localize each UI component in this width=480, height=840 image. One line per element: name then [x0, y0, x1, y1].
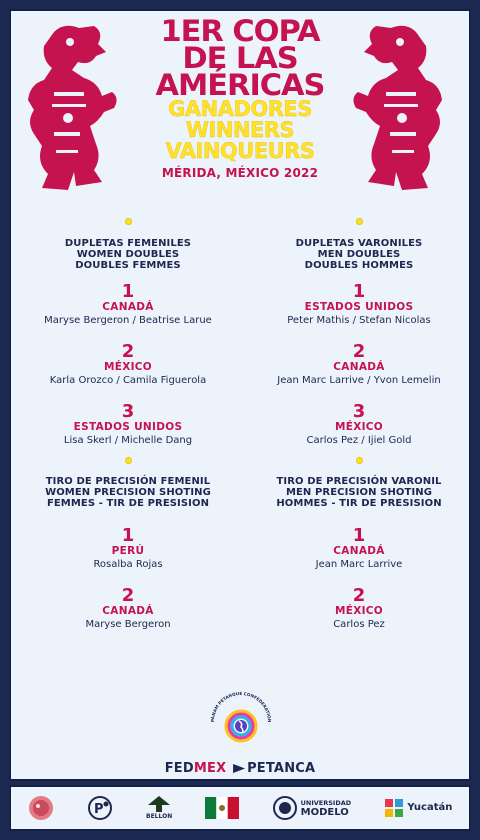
event-place: MÉRIDA, MÉXICO 2022	[161, 166, 319, 180]
sponsor-name: UNIVERSIDAD	[300, 798, 352, 807]
section-men-precision	[244, 457, 474, 631]
confederation-text: PANAM PETANQUE CONFEDERATION	[209, 690, 273, 723]
category-title: HOMMES - TIR DE PRESISION	[276, 498, 442, 509]
player-names: Jean Marc Larrive	[315, 559, 403, 570]
title-line: 1ER COPA	[160, 14, 320, 48]
sponsor-bar	[9, 785, 471, 831]
mexico-flag-icon	[205, 797, 239, 819]
winners-line: GANADORES	[168, 97, 312, 121]
country-name: PERÚ	[111, 545, 145, 557]
section-women-doubles	[13, 218, 243, 447]
country-name: MÉXICO	[103, 361, 153, 373]
player-names: Peter Mathis / Stefan Nicolas	[287, 315, 431, 326]
rank-number: 1	[352, 525, 366, 546]
player-names: Lisa Skerl / Michelle Dang	[63, 435, 193, 446]
yucatan-emblem-icon	[384, 798, 404, 818]
category-title: FEMMES - TIR DE PRESISION	[46, 498, 210, 509]
bullet-dot	[356, 457, 363, 464]
svg-text:P: P	[93, 802, 104, 817]
country-name: ESTADOS UNIDOS	[73, 421, 183, 433]
federation-text: MEX	[193, 761, 227, 776]
arrow-icon	[233, 764, 245, 773]
country-name: ESTADOS UNIDOS	[304, 301, 414, 313]
category-title: MEN DOUBLES	[317, 249, 401, 260]
category-title: WOMEN DOUBLES	[76, 249, 180, 260]
country-name: MÉXICO	[334, 605, 384, 617]
bullet-dot	[125, 457, 132, 464]
rank-number: 2	[121, 585, 135, 606]
country-name: CANADÁ	[333, 545, 385, 557]
category-title: MEN PRECISION SHOTING	[285, 487, 433, 498]
country-name: CANADÁ	[102, 605, 154, 617]
petanque-club-icon	[87, 795, 113, 821]
winners-line: WINNERS	[185, 118, 295, 142]
boar-emblem-icon	[28, 795, 54, 821]
sponsor-bellon	[146, 793, 172, 823]
country-name: CANADÁ	[102, 301, 154, 313]
player-names: Maryse Bergeron / Beatrise Larue	[44, 315, 212, 326]
sponsor-name: BELLON	[146, 813, 173, 820]
rank-number: 3	[352, 401, 366, 422]
player-names: Carlos Pez / Ijiel Gold	[306, 435, 412, 446]
title-line: AMÉRICAS	[155, 68, 325, 102]
category-title: TIRO DE PRECISIÓN FEMENIL	[45, 476, 211, 487]
rank-number: 1	[121, 525, 135, 546]
player-names: Rosalba Rojas	[93, 559, 163, 570]
rank-number: 3	[121, 401, 135, 422]
federation-text: FED	[164, 761, 194, 776]
sponsor-name: Yucatán	[407, 802, 453, 813]
category-title: DUPLETAS FEMENILES	[64, 238, 192, 249]
rank-number: 1	[121, 281, 135, 302]
category-title: TIRO DE PRECISIÓN VARONIL	[276, 476, 442, 487]
player-names: Karla Orozco / Camila Figuerola	[49, 375, 207, 386]
federation-text: PETANCA	[247, 761, 316, 776]
federation-logo	[0, 761, 480, 776]
player-names: Maryse Bergeron	[85, 619, 171, 630]
player-names: Carlos Pez	[333, 619, 385, 630]
winners-line: VAINQUEURS	[165, 139, 315, 163]
title-line: DE LAS	[182, 41, 298, 75]
sponsor-name: MODELO	[300, 806, 349, 818]
bullet-dot	[125, 218, 132, 225]
bullet-dot	[356, 218, 363, 225]
poster-header	[0, 14, 480, 180]
rank-number: 2	[352, 341, 366, 362]
country-name: MÉXICO	[334, 421, 384, 433]
category-title: DUPLETAS VARONILES	[295, 238, 423, 249]
confederation-logo-icon	[206, 688, 276, 746]
category-title: DOUBLES FEMMES	[75, 260, 181, 271]
rank-number: 1	[352, 281, 366, 302]
category-title: WOMEN PRECISION SHOTING	[45, 487, 211, 498]
sponsor-logo	[28, 793, 54, 823]
sponsor-logo	[87, 793, 113, 823]
rank-number: 2	[121, 341, 135, 362]
sponsor-yucatan	[384, 793, 452, 823]
country-name: CANADÁ	[333, 361, 385, 373]
rank-number: 2	[352, 585, 366, 606]
section-women-precision	[13, 457, 243, 631]
tree-icon	[146, 795, 172, 813]
university-seal-icon	[273, 796, 297, 820]
player-names: Jean Marc Larrive / Yvon Lemelin	[277, 375, 441, 386]
section-men-doubles	[244, 218, 474, 447]
sponsor-logo	[205, 793, 239, 823]
category-title: DOUBLES HOMMES	[304, 260, 414, 271]
sponsor-universidad-modelo	[273, 793, 352, 823]
